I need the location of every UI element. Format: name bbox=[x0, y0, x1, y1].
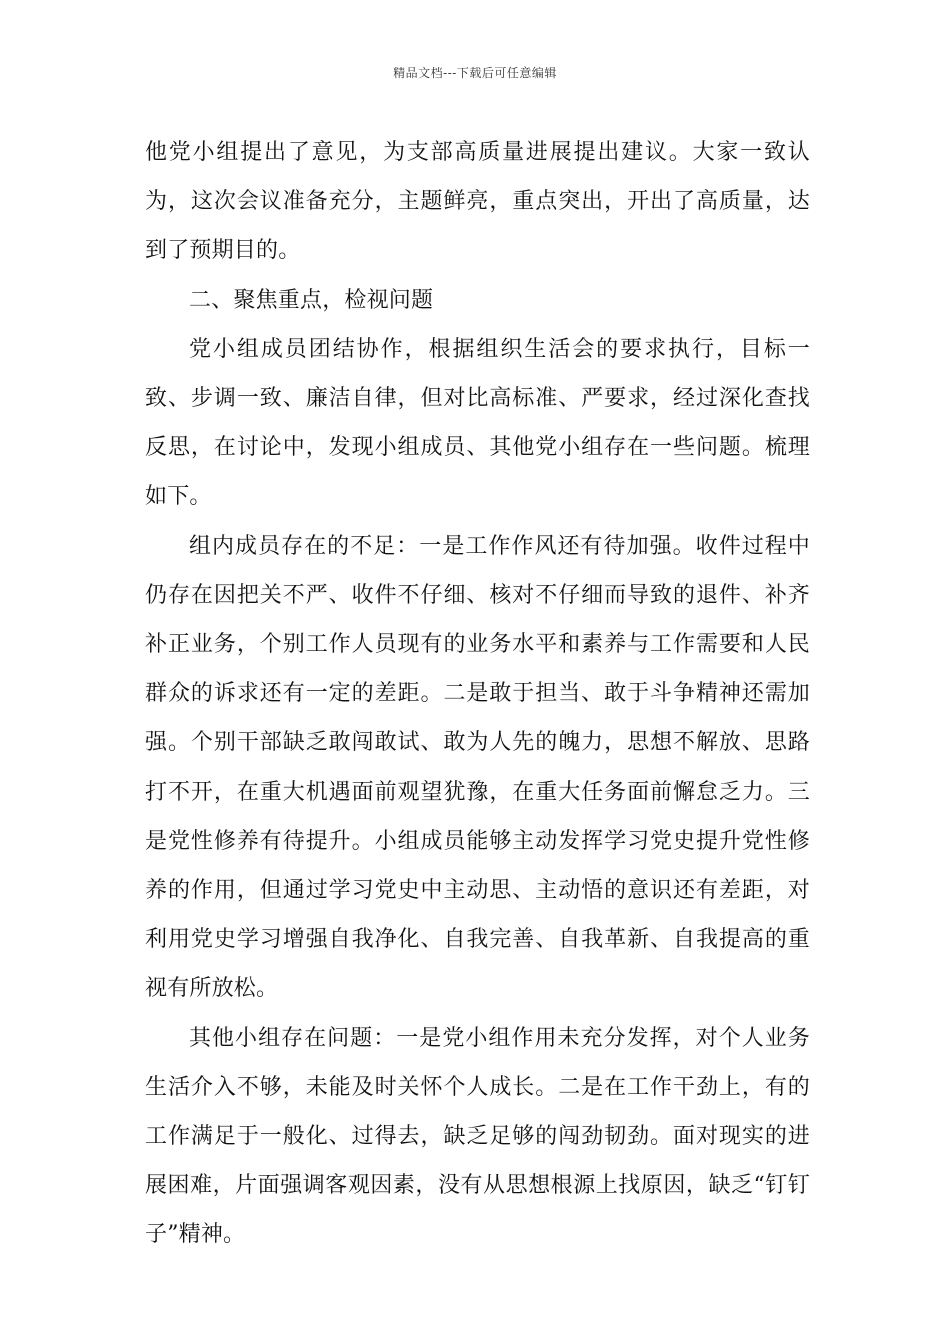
page-header: 精品文档---下载后可任意编辑 bbox=[393, 66, 557, 80]
paragraph-continuation: 他党小组提出了意见，为支部高质量进展提出建议。大家一致认为，这次会议准备充分，主题鲜亮，重点突出，开出了高质量，达到了预期目的。 bbox=[145, 140, 810, 264]
paragraph-member-shortcomings: 组内成员存在的不足：一是工作作风还有待加强。收件过程中仍存在因把关不严、收件不仔细、核对不仔细而导致的退件、补齐补正业务，个别工作人员现有的业务水平和素养与工作需要和人民群众的诉求还有一定的差距。二是敢于担当、敢于斗争精神还需加强。个别干部缺乏敢闯敢试、敢为人先的魄力，思想不解放、思路打不开，在重大机遇面前观望犹豫，在重大任务面前懈怠乏力。三是党性修养有待提升。小组成员能够主动发挥学习党史提升党性修养的作用，但通过学习党史中主动思、主动悟的意识还有差距，对利用党史学习增强自我净化、自我完善、自我革新、自我提高的重视有所放松。 bbox=[145, 533, 810, 1002]
document-body bbox=[145, 128, 810, 1260]
section-heading: 二、聚焦重点，检视问题 bbox=[189, 287, 434, 313]
paragraph-overview: 党小组成员团结协作，根据组织生活会的要求执行，目标一致、步调一致、廉洁自律，但对比高标准、严要求，经过深化查找反思，在讨论中，发现小组成员、其他党小组存在一些问题。梳理如下。 bbox=[145, 336, 810, 510]
paragraph-other-groups-issues: 其他小组存在问题：一是党小组作用未充分发挥，对个人业务生活介入不够，未能及时关怀个人成长。二是在工作干劲上，有的工作满足于一般化、过得去，缺乏足够的闯劲韧劲。面对现实的进展困难，片面强调客观因素，没有从思想根源上找原因，缺乏“钉钉子”精神。 bbox=[145, 1025, 810, 1248]
